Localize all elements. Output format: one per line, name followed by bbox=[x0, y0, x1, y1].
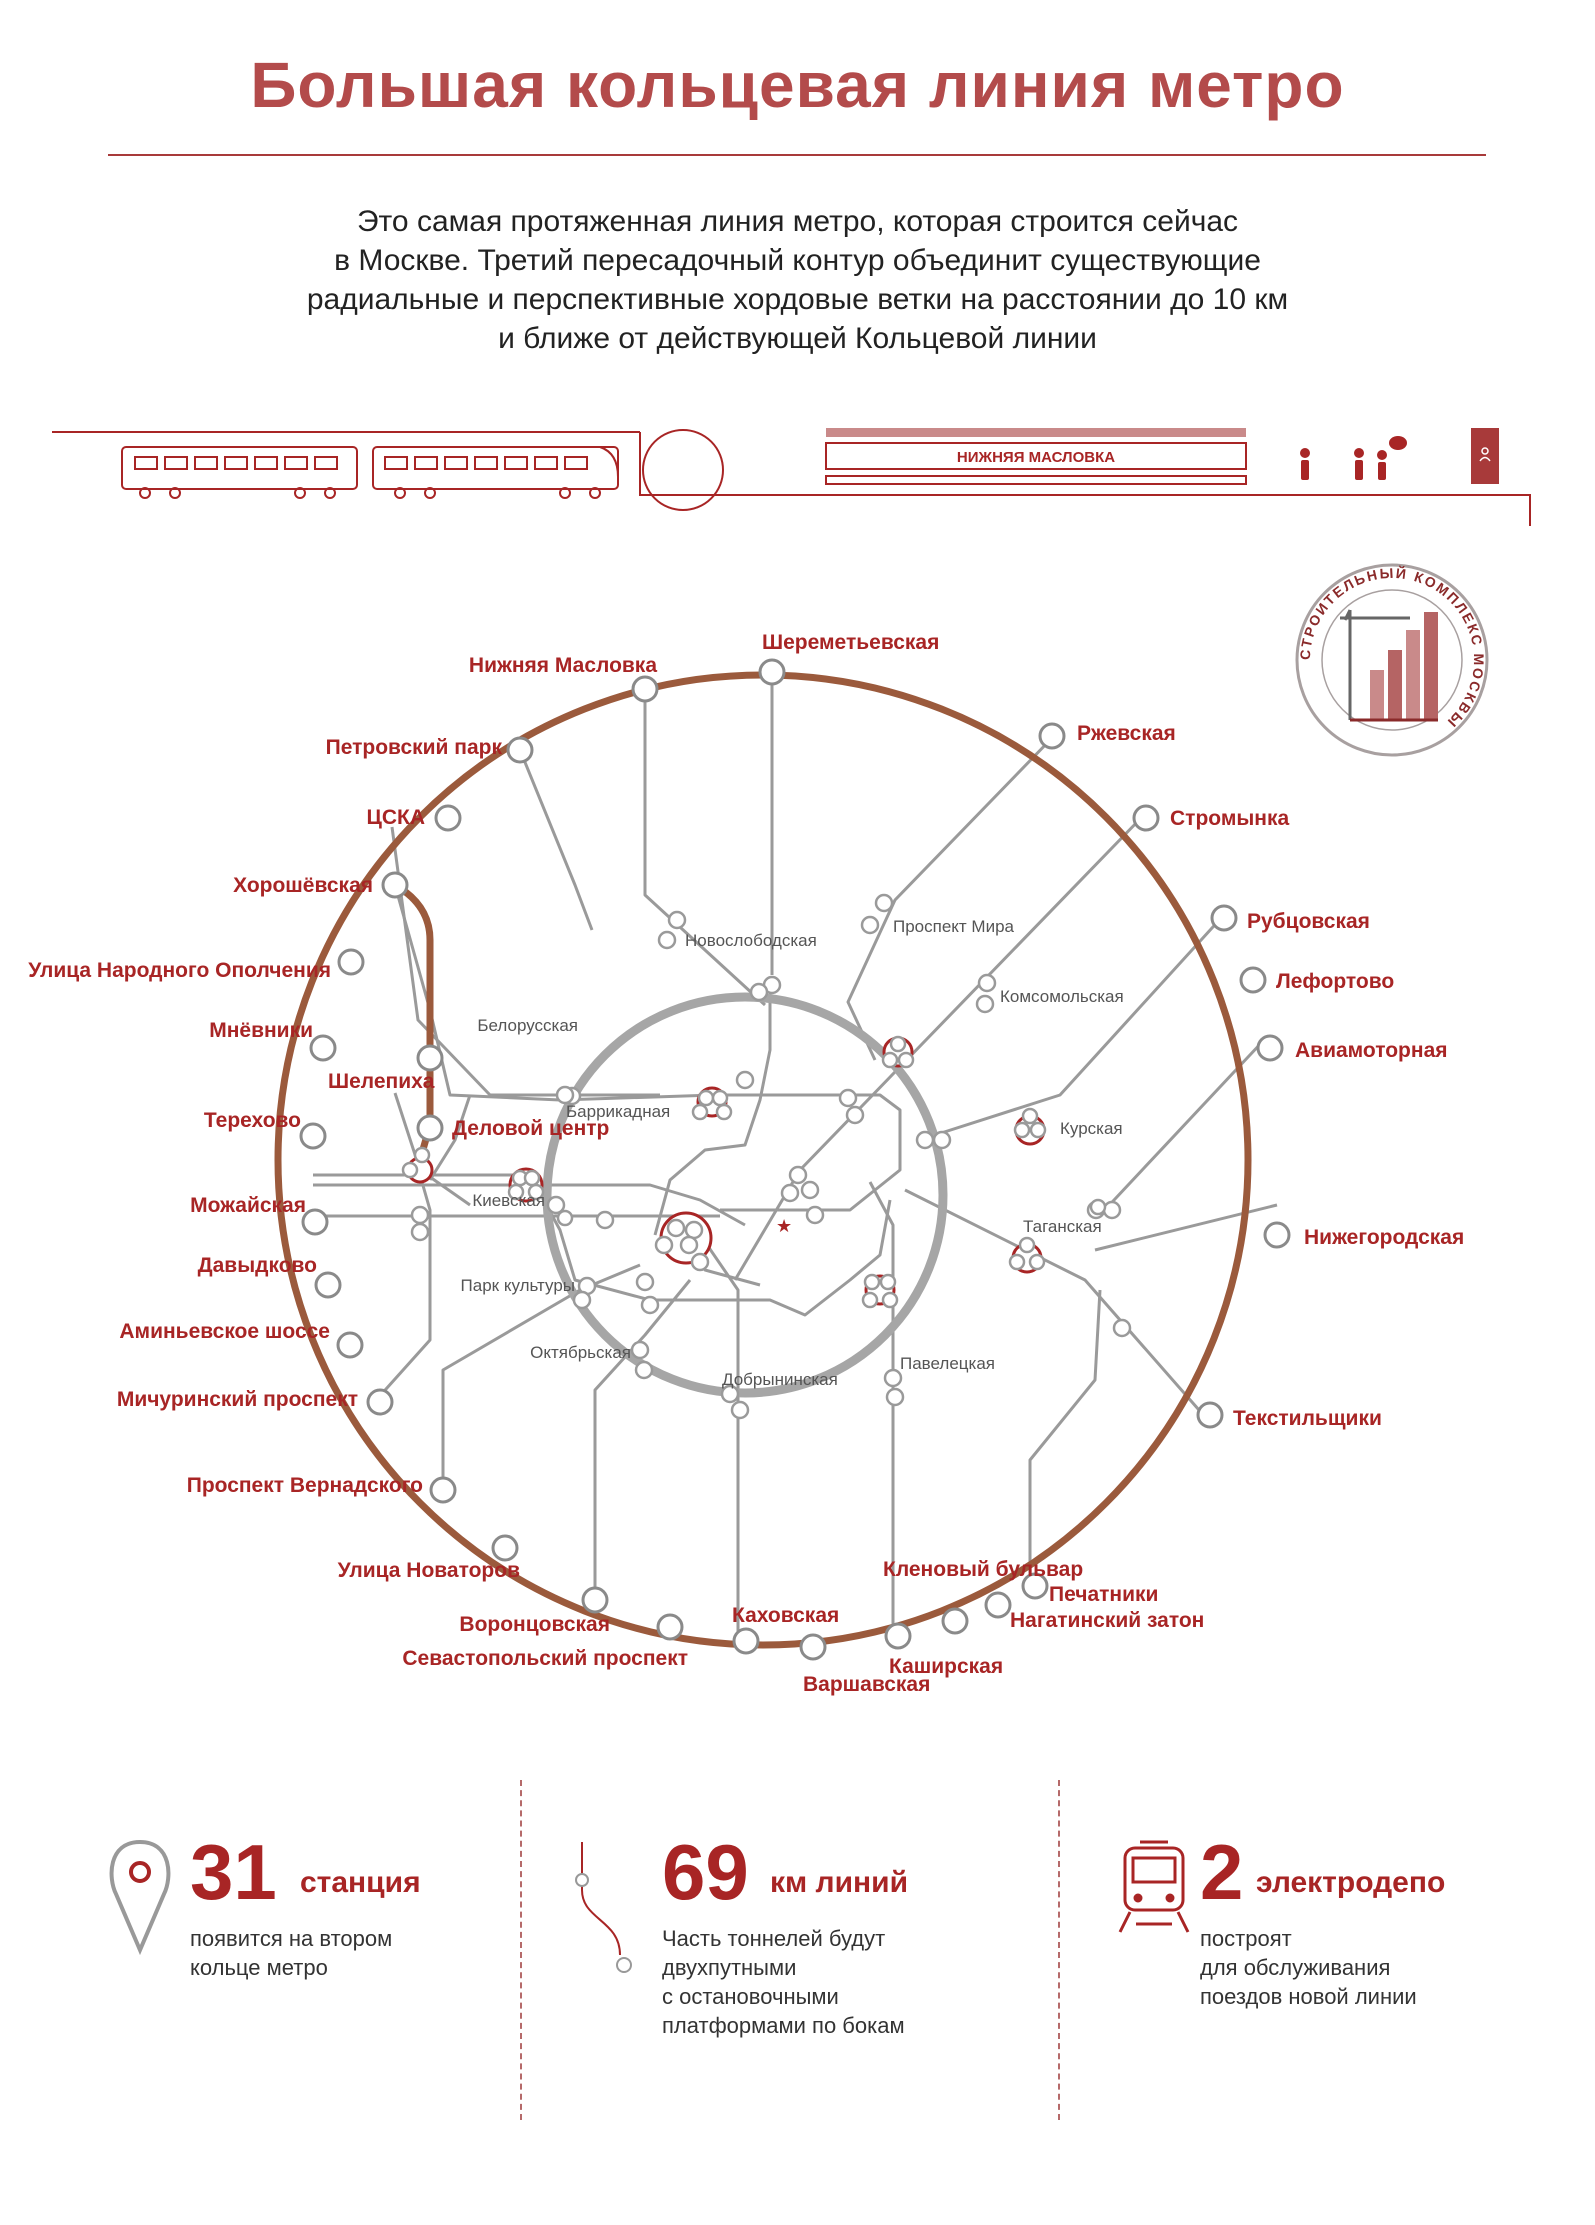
station-label: Текстильщики bbox=[1233, 1407, 1382, 1430]
stat-description bbox=[662, 1924, 905, 2040]
inner-labels bbox=[461, 917, 1124, 1389]
stat-description bbox=[190, 1924, 392, 1982]
station-label: Стромынка bbox=[1170, 807, 1290, 830]
station-label: Нижняя Масловка bbox=[468, 654, 657, 677]
station-label: Можайская bbox=[190, 1194, 306, 1217]
station-label: Нижегородская bbox=[1304, 1226, 1465, 1249]
stats-separator bbox=[1058, 1780, 1060, 2120]
station-marker bbox=[1040, 724, 1064, 748]
station-marker bbox=[734, 1629, 758, 1653]
stat-number: 31 bbox=[190, 1828, 277, 1916]
station-marker bbox=[339, 950, 363, 974]
stat-number: 69 bbox=[662, 1828, 749, 1916]
station-label: Кленовый бульвар bbox=[883, 1558, 1084, 1581]
station-marker bbox=[436, 806, 460, 830]
stat-description bbox=[1200, 1924, 1417, 2011]
station-label: Октябрьская bbox=[530, 1343, 631, 1362]
station-label: Хорошёвская bbox=[233, 874, 373, 897]
person-sign-icon bbox=[1471, 428, 1499, 484]
logo-text: СТРОИТЕЛЬНЫЙ КОМПЛЕКС МОСКВЫ bbox=[1296, 564, 1488, 732]
stat-description-line: появится на втором bbox=[190, 1926, 393, 1951]
station-marker bbox=[1134, 806, 1158, 830]
station-label: Аминьевское шоссе bbox=[119, 1320, 330, 1343]
station-label: Новослободская bbox=[685, 931, 817, 950]
intro-line: в Москве. Третий пересадочный контур объединит существующие bbox=[334, 244, 1261, 277]
station-marker bbox=[583, 1588, 607, 1612]
station-label: Воронцовская bbox=[459, 1613, 610, 1636]
station-label: Белорусская bbox=[477, 1016, 578, 1035]
station-label: Павелецкая bbox=[900, 1354, 995, 1373]
station-marker bbox=[658, 1615, 682, 1639]
station-marker bbox=[633, 677, 657, 701]
station-label: Давыдково bbox=[197, 1254, 317, 1277]
banner-ring-icon bbox=[643, 430, 723, 510]
station-label: Шелепиха bbox=[328, 1070, 435, 1093]
station-marker bbox=[338, 1333, 362, 1357]
station-label: Баррикадная bbox=[566, 1102, 671, 1121]
station-label: Улица Новаторов bbox=[337, 1559, 520, 1582]
stat-description-line: с остановочными bbox=[662, 1984, 839, 2009]
station-label: Комсомольская bbox=[1000, 987, 1124, 1006]
station-marker bbox=[508, 738, 532, 762]
transfer-hubs bbox=[408, 1038, 1044, 1304]
map-pin-icon bbox=[112, 1842, 169, 1950]
station-marker bbox=[943, 1609, 967, 1633]
station-marker bbox=[493, 1536, 517, 1560]
station-marker bbox=[1241, 968, 1265, 992]
line-segment bbox=[935, 917, 1222, 1135]
station-marker bbox=[986, 1593, 1010, 1617]
platform-sign: НИЖНЯЯ МАСЛОВКА bbox=[956, 449, 1116, 466]
stats-separator bbox=[520, 1780, 522, 2120]
station-label: Добрынинская bbox=[722, 1370, 838, 1389]
station-label: ЦСКА bbox=[366, 806, 425, 829]
station-label: Печатники bbox=[1049, 1583, 1159, 1606]
page-title: Большая кольцевая линия метро bbox=[250, 49, 1345, 121]
ring-stations bbox=[301, 660, 1289, 1659]
station-marker bbox=[801, 1635, 825, 1659]
line-segment bbox=[1095, 1205, 1277, 1250]
station-label: Каховская bbox=[732, 1604, 840, 1627]
station-marker bbox=[1198, 1403, 1222, 1427]
stat-unit: станция bbox=[300, 1866, 421, 1899]
line-segment bbox=[595, 1280, 690, 1593]
stat-number: 2 bbox=[1200, 1828, 1244, 1916]
station-label: Деловой центр bbox=[452, 1117, 610, 1140]
intro-line: Это самая протяженная линия метро, которая строится сейчас bbox=[356, 205, 1239, 238]
station-label: Нагатинский затон bbox=[1010, 1609, 1205, 1632]
station-label: Шереметьевская bbox=[762, 631, 940, 654]
station-marker bbox=[431, 1478, 455, 1502]
stat-description-line: поездов новой линии bbox=[1200, 1984, 1417, 2009]
station-label: Таганская bbox=[1023, 1217, 1102, 1236]
station-marker bbox=[301, 1124, 325, 1148]
stat-description-line: для обслуживания bbox=[1200, 1955, 1391, 1980]
station-label: Парк культуры bbox=[460, 1276, 575, 1295]
stat-description-line: кольце метро bbox=[190, 1955, 328, 1980]
station-marker bbox=[303, 1210, 327, 1234]
station-label: Авиамоторная bbox=[1295, 1039, 1448, 1062]
station-label: Курская bbox=[1060, 1119, 1123, 1138]
stat-unit: км линий bbox=[770, 1866, 909, 1899]
station-marker bbox=[383, 873, 407, 897]
station-marker bbox=[418, 1116, 442, 1140]
line-segment bbox=[520, 750, 592, 930]
station-label: Улица Народного Ополчения bbox=[28, 959, 331, 982]
line-segment bbox=[645, 689, 765, 1005]
line-segment bbox=[395, 885, 900, 1210]
station-marker bbox=[1265, 1223, 1289, 1247]
station-marker bbox=[760, 660, 784, 684]
station-label: Каширская bbox=[889, 1655, 1004, 1678]
station-label: Терехово bbox=[203, 1109, 301, 1132]
station-marker bbox=[886, 1624, 910, 1648]
station-label: Мичуринский проспект bbox=[116, 1388, 358, 1411]
stat-description-line: платформами по бокам bbox=[662, 2013, 905, 2038]
station-marker bbox=[1258, 1036, 1282, 1060]
station-label: Проспект Мира bbox=[893, 917, 1014, 936]
transfer-dots bbox=[403, 895, 1130, 1418]
train-icon bbox=[122, 447, 618, 498]
stat-description-line: построят bbox=[1200, 1926, 1292, 1951]
station-label: Петровский парк bbox=[325, 736, 502, 759]
train-front-icon bbox=[1120, 1842, 1188, 1932]
station-marker bbox=[311, 1036, 335, 1060]
station-label: Ржевская bbox=[1077, 722, 1176, 745]
station-marker bbox=[368, 1390, 392, 1414]
station-marker bbox=[1212, 906, 1236, 930]
route-icon bbox=[576, 1842, 631, 1972]
station-marker bbox=[418, 1046, 442, 1070]
station-label: Варшавская bbox=[803, 1673, 931, 1696]
station-label: Проспект Вернадского bbox=[186, 1474, 423, 1497]
station-label: Рубцовская bbox=[1247, 910, 1370, 933]
line-segment bbox=[690, 1220, 738, 1634]
center-star-icon: ★ bbox=[776, 1216, 793, 1236]
stat-description-line: двухпутными bbox=[662, 1955, 797, 1980]
station-label: Киевская bbox=[472, 1191, 545, 1210]
logo-seal bbox=[1297, 564, 1487, 755]
station-marker bbox=[316, 1273, 340, 1297]
intro-line: и ближе от действующей Кольцевой линии bbox=[498, 322, 1097, 355]
intro-line: радиальные и перспективные хордовые ветки на расстоянии до 10 км bbox=[306, 283, 1289, 316]
stat-description-line: Часть тоннелей будут bbox=[662, 1926, 886, 1951]
station-label: Мнёвники bbox=[209, 1019, 313, 1042]
stat-unit: электродепо bbox=[1256, 1866, 1446, 1899]
station-label: Лефортово bbox=[1276, 970, 1395, 993]
people-icon bbox=[1300, 436, 1407, 480]
station-label: Севастопольский проспект bbox=[402, 1647, 688, 1670]
